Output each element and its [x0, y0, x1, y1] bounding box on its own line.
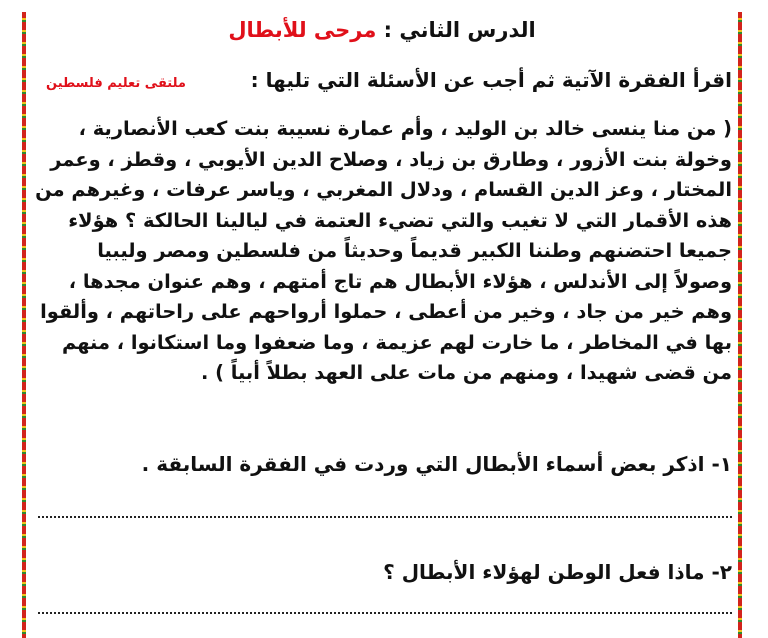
passage-line: وهم خير من جاد ، وخير من أعطى ، حملوا أرواحهم على راحاتهم ، وألقوا [40, 300, 732, 323]
passage-line: وخولة بنت الأزور ، وطارق بن زياد ، وصلاح الدين الأيوبي ، وقطز ، وعمر [50, 147, 732, 171]
question-2: ٢- ماذا فعل الوطن لهؤلاء الأبطال ؟ [383, 560, 732, 584]
passage-line: المختار ، وعز الدين القسام ، ودلال المغربي ، وياسر عرفات ، وغيرهم من [35, 178, 732, 201]
answer-line-2[interactable] [38, 612, 732, 614]
passage-line: وصولاً إلى الأندلس ، هؤلاء الأبطال هم تاج أمتهم ، وهم عنوان مجدها ، [68, 269, 732, 293]
reading-instruction: اقرأ الفقرة الآتية ثم أجب عن الأسئلة التي تليها : [250, 68, 732, 92]
lesson-title-name: مرحى للأبطال [228, 18, 377, 42]
passage-line: ( من منا ينسى خالد بن الوليد ، وأم عمارة نسيبة بنت كعب الأنصارية ، [78, 117, 732, 140]
source-badge: ملتقى تعليم فلسطين [46, 76, 186, 91]
passage-line: بها في المخاطر ، ما خارت لهم عزيمة ، وما ضعفوا وما استكانوا ، منهم [62, 330, 732, 354]
passage-line: من قضى شهيدا ، ومنهم من مات على العهد بطلاً أبياً ) . [201, 361, 732, 384]
passage-line: هذه الأقمار التي لا تغيب والتي تضيء العتمة في ليالينا الحالكة ؟ هؤلاء [68, 208, 732, 232]
reading-passage [34, 114, 732, 389]
question-1: ١- اذكر بعض أسماء الأبطال التي وردت في الفقرة السابقة . [141, 452, 732, 476]
lesson-title [26, 18, 738, 42]
answer-line-1[interactable] [38, 516, 732, 518]
lesson-title-prefix: الدرس الثاني : [376, 18, 536, 42]
worksheet-page [26, 12, 738, 638]
passage-line: جميعا احتضنهم وطننا الكبير قديماً وحديثاً من فلسطين ومصر وليبيا [97, 239, 732, 262]
